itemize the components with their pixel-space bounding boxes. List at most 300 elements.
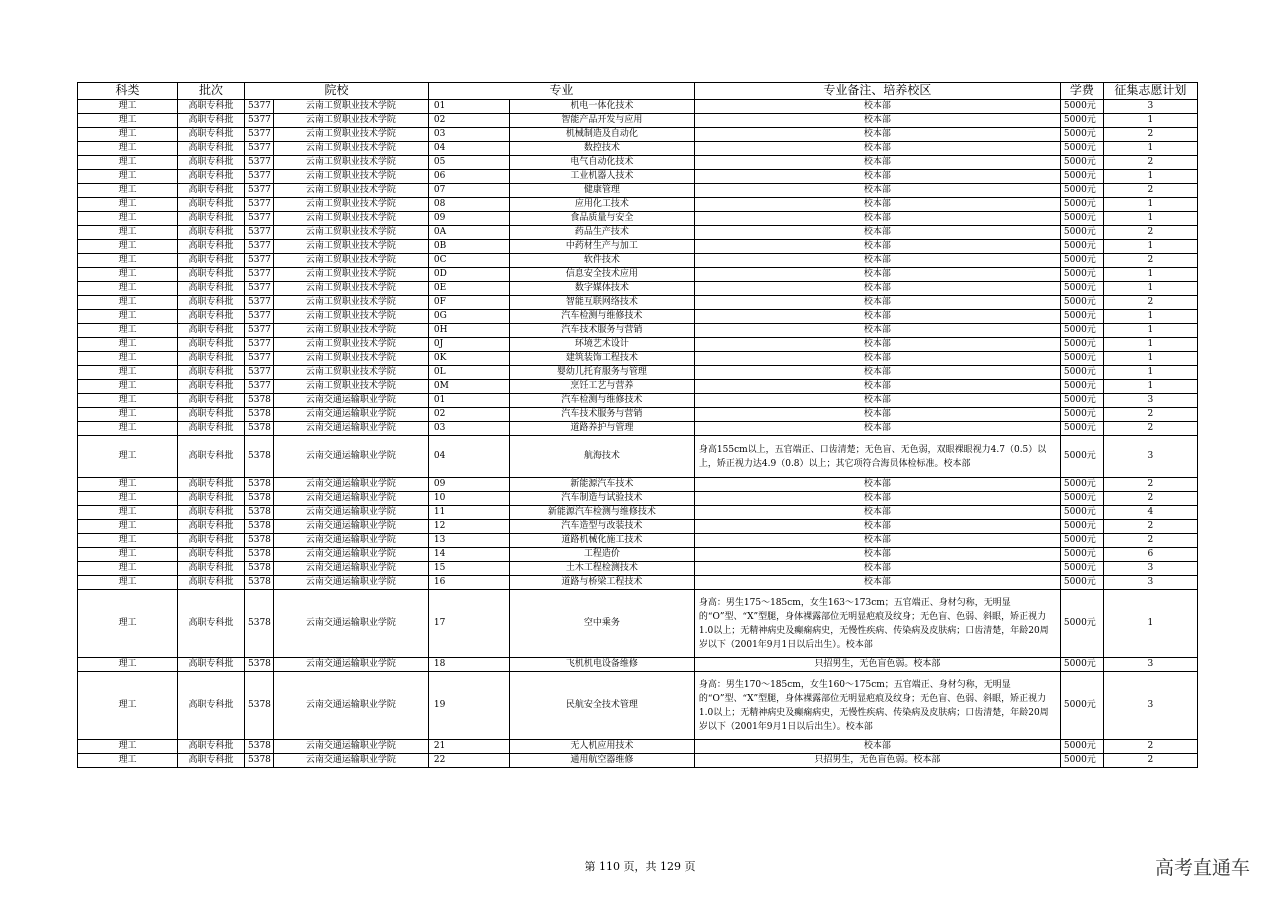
- table-row: [78, 240, 1198, 254]
- cell-notes: 校本部: [694, 366, 1060, 380]
- cell-batch: 高职专科批: [178, 282, 245, 296]
- cell-category: 理工: [78, 478, 178, 492]
- cell-school-name: 云南工贸职业技术学院: [273, 310, 428, 324]
- cell-school-code: 5378: [245, 478, 274, 492]
- cell-plan-count: 1: [1103, 268, 1197, 282]
- cell-school-name: 云南交通运输职业学院: [273, 520, 428, 534]
- cell-tuition: 5000元: [1060, 366, 1103, 380]
- cell-plan-count: 1: [1103, 338, 1197, 352]
- table-row: [78, 226, 1198, 240]
- cell-notes: 只招男生，无色盲色弱。校本部: [694, 658, 1060, 672]
- cell-notes: 校本部: [694, 740, 1060, 754]
- cell-major-code: 06: [428, 170, 509, 184]
- cell-batch: 高职专科批: [178, 740, 245, 754]
- cell-plan-count: 1: [1103, 380, 1197, 394]
- cell-category: 理工: [78, 198, 178, 212]
- cell-major-code: 03: [428, 128, 509, 142]
- cell-tuition: 5000元: [1060, 156, 1103, 170]
- cell-major-code: 16: [428, 576, 509, 590]
- cell-school-name: 云南工贸职业技术学院: [273, 352, 428, 366]
- table-row: [78, 296, 1198, 310]
- cell-category: 理工: [78, 506, 178, 520]
- cell-tuition: 5000元: [1060, 672, 1103, 740]
- cell-notes: 校本部: [694, 170, 1060, 184]
- cell-school-name: 云南交通运输职业学院: [273, 492, 428, 506]
- cell-category: 理工: [78, 100, 178, 114]
- cell-tuition: 5000元: [1060, 380, 1103, 394]
- cell-major-name: 汽车技术服务与营销: [509, 324, 694, 338]
- cell-major-code: 0D: [428, 268, 509, 282]
- cell-school-code: 5377: [245, 128, 274, 142]
- table-row: [78, 380, 1198, 394]
- cell-major-name: 智能互联网络技术: [509, 296, 694, 310]
- cell-major-code: 0F: [428, 296, 509, 310]
- cell-school-name: 云南工贸职业技术学院: [273, 156, 428, 170]
- cell-notes: 校本部: [694, 184, 1060, 198]
- cell-major-name: 汽车检测与维修技术: [509, 394, 694, 408]
- cell-school-code: 5378: [245, 394, 274, 408]
- cell-notes: 校本部: [694, 156, 1060, 170]
- cell-plan-count: 2: [1103, 534, 1197, 548]
- cell-plan-count: 2: [1103, 128, 1197, 142]
- table-row: [78, 268, 1198, 282]
- cell-plan-count: 1: [1103, 198, 1197, 212]
- cell-school-name: 云南工贸职业技术学院: [273, 296, 428, 310]
- cell-school-code: 5377: [245, 170, 274, 184]
- cell-school-name: 云南工贸职业技术学院: [273, 366, 428, 380]
- cell-notes: 校本部: [694, 408, 1060, 422]
- cell-tuition: 5000元: [1060, 268, 1103, 282]
- cell-plan-count: 1: [1103, 142, 1197, 156]
- cell-plan-count: 3: [1103, 576, 1197, 590]
- cell-batch: 高职专科批: [178, 268, 245, 282]
- cell-school-code: 5377: [245, 184, 274, 198]
- cell-category: 理工: [78, 754, 178, 768]
- cell-major-code: 10: [428, 492, 509, 506]
- cell-notes: 校本部: [694, 128, 1060, 142]
- cell-batch: 高职专科批: [178, 590, 245, 658]
- cell-tuition: 5000元: [1060, 534, 1103, 548]
- cell-category: 理工: [78, 282, 178, 296]
- cell-major-code: 03: [428, 422, 509, 436]
- cell-major-name: 空中乘务: [509, 590, 694, 658]
- cell-school-code: 5378: [245, 534, 274, 548]
- cell-batch: 高职专科批: [178, 672, 245, 740]
- cell-school-code: 5377: [245, 226, 274, 240]
- cell-category: 理工: [78, 658, 178, 672]
- cell-school-code: 5378: [245, 422, 274, 436]
- cell-notes: 校本部: [694, 562, 1060, 576]
- cell-plan-count: 3: [1103, 672, 1197, 740]
- cell-school-code: 5378: [245, 562, 274, 576]
- cell-school-name: 云南工贸职业技术学院: [273, 114, 428, 128]
- cell-category: 理工: [78, 548, 178, 562]
- cell-school-name: 云南工贸职业技术学院: [273, 100, 428, 114]
- table-row: [78, 114, 1198, 128]
- cell-major-name: 工程造价: [509, 548, 694, 562]
- cell-notes: 校本部: [694, 254, 1060, 268]
- cell-notes: 校本部: [694, 310, 1060, 324]
- cell-tuition: 5000元: [1060, 170, 1103, 184]
- cell-tuition: 5000元: [1060, 198, 1103, 212]
- cell-notes: 校本部: [694, 520, 1060, 534]
- table-row: [78, 394, 1198, 408]
- table-row: [78, 254, 1198, 268]
- cell-tuition: 5000元: [1060, 100, 1103, 114]
- cell-category: 理工: [78, 380, 178, 394]
- cell-tuition: 5000元: [1060, 576, 1103, 590]
- cell-major-name: 食品质量与安全: [509, 212, 694, 226]
- cell-category: 理工: [78, 324, 178, 338]
- cell-school-code: 5377: [245, 352, 274, 366]
- cell-major-name: 工业机器人技术: [509, 170, 694, 184]
- cell-batch: 高职专科批: [178, 520, 245, 534]
- cell-notes: 校本部: [694, 212, 1060, 226]
- cell-notes: 校本部: [694, 534, 1060, 548]
- cell-tuition: 5000元: [1060, 590, 1103, 658]
- cell-category: 理工: [78, 422, 178, 436]
- cell-tuition: 5000元: [1060, 422, 1103, 436]
- cell-tuition: 5000元: [1060, 338, 1103, 352]
- cell-batch: 高职专科批: [178, 436, 245, 478]
- cell-plan-count: 2: [1103, 478, 1197, 492]
- cell-plan-count: 3: [1103, 394, 1197, 408]
- cell-school-code: 5377: [245, 268, 274, 282]
- cell-school-code: 5378: [245, 548, 274, 562]
- cell-major-code: 17: [428, 590, 509, 658]
- cell-school-name: 云南交通运输职业学院: [273, 548, 428, 562]
- cell-notes: 校本部: [694, 296, 1060, 310]
- cell-category: 理工: [78, 212, 178, 226]
- cell-major-name: 机械制造及自动化: [509, 128, 694, 142]
- cell-batch: 高职专科批: [178, 310, 245, 324]
- cell-notes: 校本部: [694, 226, 1060, 240]
- cell-major-name: 道路养护与管理: [509, 422, 694, 436]
- cell-major-name: 数字媒体技术: [509, 282, 694, 296]
- cell-tuition: 5000元: [1060, 548, 1103, 562]
- cell-major-code: 0L: [428, 366, 509, 380]
- cell-plan-count: 2: [1103, 226, 1197, 240]
- table-row: [78, 198, 1198, 212]
- cell-plan-count: 1: [1103, 114, 1197, 128]
- header-notes: 专业备注、培养校区: [694, 83, 1060, 100]
- cell-major-name: 航海技术: [509, 436, 694, 478]
- cell-category: 理工: [78, 672, 178, 740]
- cell-school-name: 云南交通运输职业学院: [273, 436, 428, 478]
- cell-batch: 高职专科批: [178, 506, 245, 520]
- cell-major-name: 道路与桥梁工程技术: [509, 576, 694, 590]
- cell-school-name: 云南工贸职业技术学院: [273, 128, 428, 142]
- cell-category: 理工: [78, 520, 178, 534]
- cell-major-name: 通用航空器维修: [509, 754, 694, 768]
- cell-school-code: 5377: [245, 198, 274, 212]
- cell-batch: 高职专科批: [178, 296, 245, 310]
- cell-school-name: 云南工贸职业技术学院: [273, 324, 428, 338]
- cell-plan-count: 3: [1103, 658, 1197, 672]
- cell-tuition: 5000元: [1060, 226, 1103, 240]
- cell-major-name: 汽车检测与维修技术: [509, 310, 694, 324]
- cell-plan-count: 2: [1103, 422, 1197, 436]
- cell-school-name: 云南交通运输职业学院: [273, 422, 428, 436]
- cell-major-code: 19: [428, 672, 509, 740]
- cell-category: 理工: [78, 366, 178, 380]
- cell-major-name: 无人机应用技术: [509, 740, 694, 754]
- cell-category: 理工: [78, 534, 178, 548]
- cell-category: 理工: [78, 408, 178, 422]
- cell-major-code: 18: [428, 658, 509, 672]
- cell-notes: 校本部: [694, 576, 1060, 590]
- cell-batch: 高职专科批: [178, 478, 245, 492]
- cell-major-code: 08: [428, 198, 509, 212]
- cell-category: 理工: [78, 128, 178, 142]
- cell-notes: 校本部: [694, 100, 1060, 114]
- cell-tuition: 5000元: [1060, 754, 1103, 768]
- cell-plan-count: 2: [1103, 492, 1197, 506]
- cell-batch: 高职专科批: [178, 254, 245, 268]
- cell-school-code: 5377: [245, 114, 274, 128]
- cell-tuition: 5000元: [1060, 184, 1103, 198]
- cell-category: 理工: [78, 310, 178, 324]
- cell-major-name: 智能产品开发与应用: [509, 114, 694, 128]
- cell-notes: 身高：男生170～185cm，女生160～175cm；五官端正、身材匀称，无明显的“O”型、“X”型腿，身体裸露部位无明显疤痕及纹身；无色盲、色弱、斜眼，矫正视力1.0以上；无精神病史及癫痫病史，无慢性疾病、传染病及皮肤病；口齿清楚，年龄20周岁以下（2001年9月1日以后出生）。校本部: [694, 672, 1060, 740]
- cell-school-code: 5377: [245, 212, 274, 226]
- cell-notes: 只招男生，无色盲色弱。校本部: [694, 754, 1060, 768]
- cell-school-code: 5378: [245, 408, 274, 422]
- cell-plan-count: 3: [1103, 562, 1197, 576]
- cell-notes: 校本部: [694, 352, 1060, 366]
- cell-tuition: 5000元: [1060, 436, 1103, 478]
- cell-tuition: 5000元: [1060, 310, 1103, 324]
- cell-major-name: 民航安全技术管理: [509, 672, 694, 740]
- cell-batch: 高职专科批: [178, 380, 245, 394]
- cell-plan-count: 1: [1103, 366, 1197, 380]
- cell-major-name: 环境艺术设计: [509, 338, 694, 352]
- cell-school-code: 5378: [245, 436, 274, 478]
- table-row: [78, 324, 1198, 338]
- cell-major-code: 0C: [428, 254, 509, 268]
- cell-major-name: 数控技术: [509, 142, 694, 156]
- cell-major-code: 0J: [428, 338, 509, 352]
- table-row: [78, 436, 1198, 478]
- cell-school-name: 云南交通运输职业学院: [273, 534, 428, 548]
- cell-school-name: 云南工贸职业技术学院: [273, 240, 428, 254]
- table-row: [78, 754, 1198, 768]
- cell-major-name: 建筑装饰工程技术: [509, 352, 694, 366]
- cell-tuition: 5000元: [1060, 324, 1103, 338]
- cell-school-code: 5378: [245, 520, 274, 534]
- cell-batch: 高职专科批: [178, 170, 245, 184]
- table-row: [78, 658, 1198, 672]
- cell-batch: 高职专科批: [178, 366, 245, 380]
- cell-plan-count: 2: [1103, 520, 1197, 534]
- cell-plan-count: 1: [1103, 212, 1197, 226]
- table-row: [78, 534, 1198, 548]
- cell-notes: 校本部: [694, 422, 1060, 436]
- cell-school-code: 5377: [245, 282, 274, 296]
- cell-category: 理工: [78, 562, 178, 576]
- cell-major-code: 0A: [428, 226, 509, 240]
- table-row: [78, 156, 1198, 170]
- cell-category: 理工: [78, 492, 178, 506]
- cell-tuition: 5000元: [1060, 114, 1103, 128]
- table-row: [78, 184, 1198, 198]
- cell-major-code: 09: [428, 478, 509, 492]
- cell-major-name: 药品生产技术: [509, 226, 694, 240]
- header-tuition: 学费: [1060, 83, 1103, 100]
- table-row: [78, 282, 1198, 296]
- cell-school-code: 5377: [245, 254, 274, 268]
- cell-school-name: 云南交通运输职业学院: [273, 506, 428, 520]
- table-body: [78, 100, 1198, 768]
- cell-school-name: 云南交通运输职业学院: [273, 672, 428, 740]
- cell-school-name: 云南交通运输职业学院: [273, 740, 428, 754]
- cell-major-name: 新能源汽车检测与维修技术: [509, 506, 694, 520]
- cell-batch: 高职专科批: [178, 754, 245, 768]
- table-row: [78, 576, 1198, 590]
- cell-major-code: 02: [428, 114, 509, 128]
- table-row: [78, 128, 1198, 142]
- table-row: [78, 100, 1198, 114]
- cell-plan-count: 3: [1103, 100, 1197, 114]
- cell-school-name: 云南工贸职业技术学院: [273, 268, 428, 282]
- cell-category: 理工: [78, 740, 178, 754]
- cell-category: 理工: [78, 114, 178, 128]
- cell-major-code: 07: [428, 184, 509, 198]
- cell-school-name: 云南工贸职业技术学院: [273, 282, 428, 296]
- cell-major-name: 汽车技术服务与营销: [509, 408, 694, 422]
- cell-notes: 身高155cm以上，五官端正、口齿清楚；无色盲、无色弱，双眼裸眼视力4.7（0.5）以上，矫正视力达4.9（0.8）以上；其它项符合海员体检标准。校本部: [694, 436, 1060, 478]
- cell-notes: 校本部: [694, 114, 1060, 128]
- table-row: [78, 352, 1198, 366]
- cell-plan-count: 1: [1103, 352, 1197, 366]
- cell-batch: 高职专科批: [178, 408, 245, 422]
- cell-tuition: 5000元: [1060, 520, 1103, 534]
- cell-plan-count: 1: [1103, 282, 1197, 296]
- cell-school-name: 云南工贸职业技术学院: [273, 170, 428, 184]
- cell-batch: 高职专科批: [178, 142, 245, 156]
- cell-major-name: 汽车造型与改装技术: [509, 520, 694, 534]
- cell-school-code: 5377: [245, 366, 274, 380]
- cell-school-code: 5377: [245, 100, 274, 114]
- cell-school-name: 云南工贸职业技术学院: [273, 338, 428, 352]
- cell-school-code: 5377: [245, 380, 274, 394]
- cell-category: 理工: [78, 184, 178, 198]
- table-header-row: [78, 83, 1198, 100]
- cell-school-name: 云南交通运输职业学院: [273, 394, 428, 408]
- cell-category: 理工: [78, 156, 178, 170]
- cell-batch: 高职专科批: [178, 156, 245, 170]
- cell-notes: 校本部: [694, 198, 1060, 212]
- cell-batch: 高职专科批: [178, 576, 245, 590]
- cell-major-code: 11: [428, 506, 509, 520]
- cell-school-name: 云南工贸职业技术学院: [273, 142, 428, 156]
- cell-school-code: 5377: [245, 296, 274, 310]
- table-row: [78, 672, 1198, 740]
- cell-major-code: 0H: [428, 324, 509, 338]
- cell-school-code: 5378: [245, 754, 274, 768]
- cell-school-code: 5377: [245, 240, 274, 254]
- cell-school-code: 5378: [245, 590, 274, 658]
- watermark-logo-text: 高考直通车: [1154, 857, 1250, 879]
- cell-school-code: 5377: [245, 324, 274, 338]
- cell-batch: 高职专科批: [178, 534, 245, 548]
- cell-major-code: 14: [428, 548, 509, 562]
- cell-tuition: 5000元: [1060, 740, 1103, 754]
- cell-plan-count: 1: [1103, 170, 1197, 184]
- cell-school-name: 云南交通运输职业学院: [273, 562, 428, 576]
- cell-school-name: 云南工贸职业技术学院: [273, 184, 428, 198]
- cell-batch: 高职专科批: [178, 324, 245, 338]
- cell-category: 理工: [78, 436, 178, 478]
- cell-batch: 高职专科批: [178, 338, 245, 352]
- cell-plan-count: 2: [1103, 740, 1197, 754]
- table-row: [78, 506, 1198, 520]
- cell-school-name: 云南交通运输职业学院: [273, 576, 428, 590]
- header-school: 院校: [245, 83, 429, 100]
- cell-notes: 校本部: [694, 548, 1060, 562]
- cell-major-code: 22: [428, 754, 509, 768]
- cell-batch: 高职专科批: [178, 352, 245, 366]
- table-row: [78, 478, 1198, 492]
- cell-plan-count: 2: [1103, 754, 1197, 768]
- cell-category: 理工: [78, 338, 178, 352]
- cell-batch: 高职专科批: [178, 100, 245, 114]
- cell-school-name: 云南交通运输职业学院: [273, 478, 428, 492]
- cell-batch: 高职专科批: [178, 128, 245, 142]
- cell-batch: 高职专科批: [178, 422, 245, 436]
- cell-notes: 校本部: [694, 282, 1060, 296]
- cell-tuition: 5000元: [1060, 658, 1103, 672]
- cell-plan-count: 1: [1103, 324, 1197, 338]
- cell-major-code: 12: [428, 520, 509, 534]
- cell-major-name: 中药材生产与加工: [509, 240, 694, 254]
- cell-tuition: 5000元: [1060, 562, 1103, 576]
- admission-plan-table: [77, 82, 1198, 768]
- cell-tuition: 5000元: [1060, 296, 1103, 310]
- cell-major-code: 04: [428, 436, 509, 478]
- cell-school-code: 5377: [245, 156, 274, 170]
- cell-school-name: 云南交通运输职业学院: [273, 590, 428, 658]
- cell-school-name: 云南工贸职业技术学院: [273, 226, 428, 240]
- cell-school-code: 5377: [245, 338, 274, 352]
- page-number: 第 110 页，共 129 页: [584, 860, 696, 873]
- cell-plan-count: 2: [1103, 296, 1197, 310]
- cell-tuition: 5000元: [1060, 506, 1103, 520]
- cell-category: 理工: [78, 352, 178, 366]
- cell-notes: 校本部: [694, 506, 1060, 520]
- cell-batch: 高职专科批: [178, 658, 245, 672]
- table-row: [78, 492, 1198, 506]
- cell-school-name: 云南工贸职业技术学院: [273, 254, 428, 268]
- cell-major-name: 信息安全技术应用: [509, 268, 694, 282]
- cell-major-code: 13: [428, 534, 509, 548]
- cell-plan-count: 4: [1103, 506, 1197, 520]
- cell-plan-count: 2: [1103, 184, 1197, 198]
- cell-major-name: 健康管理: [509, 184, 694, 198]
- cell-plan-count: 2: [1103, 156, 1197, 170]
- cell-category: 理工: [78, 590, 178, 658]
- cell-major-code: 0B: [428, 240, 509, 254]
- cell-notes: 校本部: [694, 240, 1060, 254]
- cell-major-code: 02: [428, 408, 509, 422]
- cell-batch: 高职专科批: [178, 394, 245, 408]
- cell-school-name: 云南交通运输职业学院: [273, 408, 428, 422]
- cell-category: 理工: [78, 296, 178, 310]
- cell-batch: 高职专科批: [178, 548, 245, 562]
- table-row: [78, 338, 1198, 352]
- cell-tuition: 5000元: [1060, 478, 1103, 492]
- cell-tuition: 5000元: [1060, 394, 1103, 408]
